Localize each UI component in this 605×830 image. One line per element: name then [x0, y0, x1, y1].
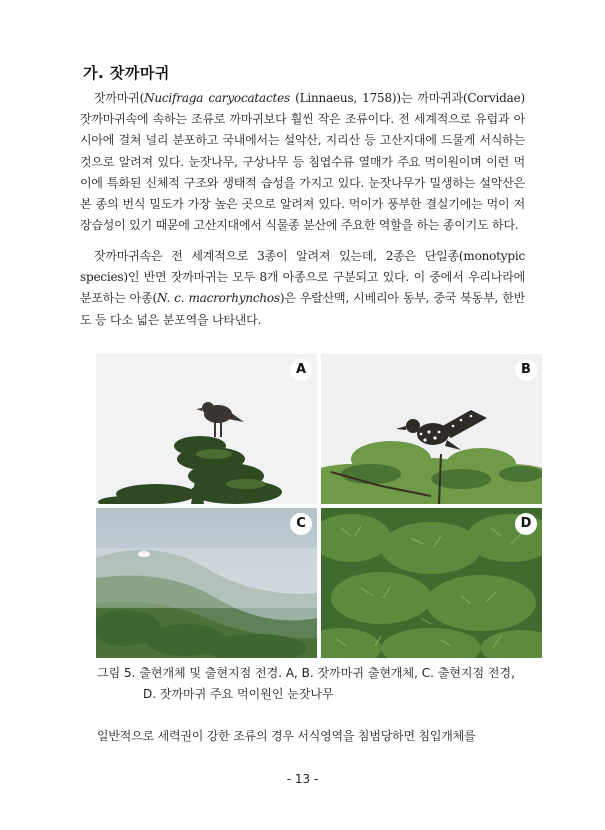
text-run: )은 우랄산맥, 시베리아 동부, 중국 북동부, 한반도 등 다소 넓은 분포역을 나타낸다.: [80, 291, 525, 327]
panel-label-c: C: [290, 513, 312, 535]
figure-caption: [97, 663, 537, 705]
figure-caption-line1: 그림 5. 출현개체 및 출현지점 전경. A, B. 잣까마귀 출현개체, C. 출현지점 전경,: [97, 666, 515, 680]
figure-caption-line2: D. 잣까마귀 주요 먹이원인 눈잣나무: [143, 687, 334, 701]
figure-5: [96, 354, 542, 658]
photo-dwarf-pine: [321, 508, 542, 658]
text-run: 잣까마귀(: [94, 91, 145, 105]
scientific-name: N. c. macrorhynchos: [156, 291, 280, 306]
section-heading: 가. 잣까마귀: [83, 64, 170, 82]
photo-panel-a: [96, 354, 317, 504]
photo-panel-d: [321, 508, 542, 658]
page-number: - 13 -: [286, 772, 319, 786]
photo-panel-c: [96, 508, 317, 658]
body-paragraph-3: 일반적으로 세력권이 강한 조류의 경우 서식영역을 침범당하면 침입개체를: [97, 729, 476, 743]
panel-label-b: B: [515, 359, 537, 381]
text-run: (Linnaeus, 1758))는 까마귀과(Corvidae) 잣까마귀속에 속하는 조류로 까마귀보다 훨씬 작은 조류이다. 전 세계적으로 유럽과 아시아에 걸쳐 널리 분포하고 국내에서는 설악산, 지리산 등 고산지대에 드물게 서식하는 것으로 알려져 있다. 눈잣나무, 구상나무 등 침엽수류 열매가 주요 먹이원이며 이런 먹이에 특화된 신체적 구조와 생태적 습성을 가지고 있다. 눈잣나무가 밀생하는 설악산은 본 종의 번식 밀도가 가장 높은 곳으로 알려져 있다. 먹이가 풍부한 결실기에는 먹이 저장습성이 있기 때문에 고산지대에서 식물종 분산에 주요한 역할을 하는 종이기도 하다.: [80, 91, 525, 233]
panel-label-d: D: [515, 513, 537, 535]
photo-bird-pine: [321, 354, 542, 504]
body-paragraph-1: [80, 88, 525, 236]
panel-label-a: A: [290, 359, 312, 381]
body-paragraph-2: [80, 246, 525, 331]
photo-foggy-slope: [96, 508, 317, 658]
photo-panel-b: [321, 354, 542, 504]
scientific-name: Nucifraga caryocatactes: [144, 91, 291, 105]
photo-bird-treetop: [96, 354, 317, 504]
text-run: 잣까마귀속은 전 세계적으로 3종이 알려져 있는데, 2종은 단일종(monotypic species)인 반면 잣까마귀는 모두 8개 아종으로 구분되고 있다. 이 중에서 우리나라에 분포하는 아종(: [80, 249, 525, 306]
